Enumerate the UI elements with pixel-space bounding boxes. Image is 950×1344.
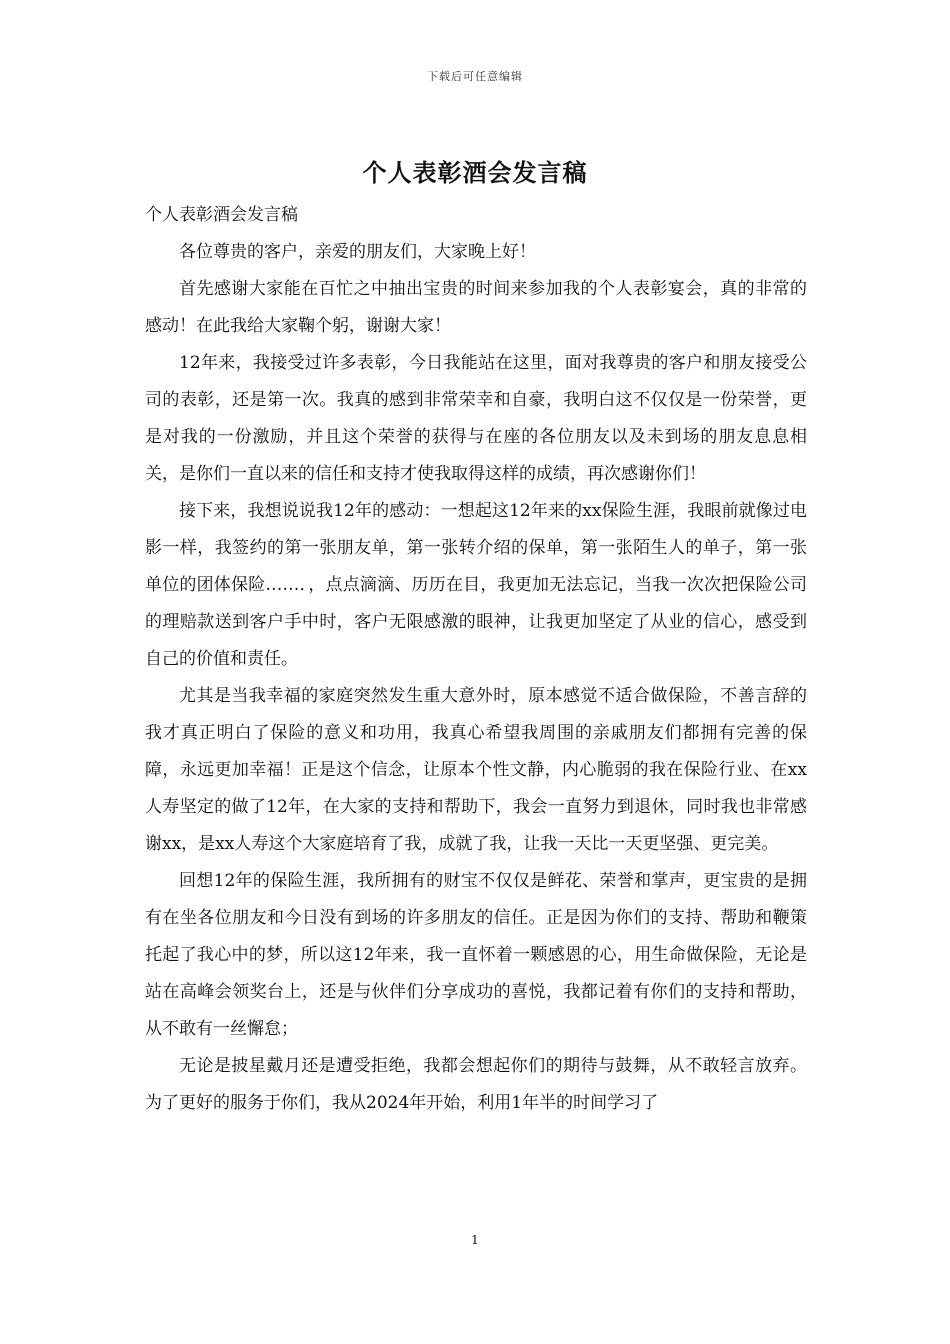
header-note: 下载后可任意编辑 bbox=[427, 70, 523, 83]
paragraph-greeting: 各位尊贵的客户，亲爱的朋友们，大家晚上好！ bbox=[179, 242, 536, 262]
document-subtitle: 个人表彰酒会发言稿 bbox=[145, 205, 298, 225]
page-number: 1 bbox=[471, 1233, 479, 1247]
paragraph-memories: 接下来，我想说说我12年的感动：一想起这12年来的xx保险生涯，我眼前就像过电影一样，我签约的第一张朋友单，第一张转介绍的保单，第一张陌生人的单子，第一张单位的团体保险……．，点点滴滴、历历在目，我更加无法忘记，当我一次次把保险公司的理赔款送到客户手中时，客户无限感激的眼神，让我更加坚定了从业的信心，感受到自己的价值和责任。 bbox=[145, 501, 807, 669]
document-title: 个人表彰酒会发言稿 bbox=[362, 158, 588, 187]
paragraph-thanks: 首先感谢大家能在百忙之中抽出宝贵的时间来参加我的个人表彰宴会，真的非常的感动！在此我给大家鞠个躬，谢谢大家！ bbox=[145, 279, 807, 336]
paragraph-honor: 12年来，我接受过许多表彰，今日我能站在这里，面对我尊贵的客户和朋友接受公司的表彰，还是第一次。我真的感到非常荣幸和自豪，我明白这不仅仅是一份荣誉，更是对我的一份激励，并且这个荣誉的获得与在座的各位朋友以及未到场的朋友息息相关，是你们一直以来的信任和支持才使我取得这样的成绩，再次感谢你们！ bbox=[145, 353, 807, 484]
paragraph-belief: 尤其是当我幸福的家庭突然发生重大意外时，原本感觉不适合做保险，不善言辞的我才真正明白了保险的意义和功用，我真心希望我周围的亲戚朋友们都拥有完善的保障，永远更加幸福！正是这个信念，让原本个性文静，内心脆弱的我在保险行业、在xx人寿坚定的做了12年，在大家的支持和帮助下，我会一直努力到退休，同时我也非常感谢xx，是xx人寿这个大家庭培育了我，成就了我，让我一天比一天更坚强、更完美。 bbox=[145, 686, 807, 854]
paragraph-perseverance: 无论是披星戴月还是遭受拒绝，我都会想起你们的期待与鼓舞，从不敢轻言放弃。为了更好的服务于你们，我从2024年开始，利用1年半的时间学习了 bbox=[145, 1056, 807, 1113]
paragraph-gratitude: 回想12年的保险生涯，我所拥有的财宝不仅仅是鲜花、荣誉和掌声，更宝贵的是拥有在坐各位朋友和今日没有到场的许多朋友的信任。正是因为你们的支持、帮助和鞭策托起了我心中的梦，所以这12年来，我一直怀着一颗感恩的心，用生命做保险，无论是站在高峰会领奖台上，还是与伙伴们分享成功的喜悦，我都记着有你们的支持和帮助，从不敢有一丝懈怠； bbox=[145, 871, 807, 1039]
document-body bbox=[145, 197, 807, 1122]
